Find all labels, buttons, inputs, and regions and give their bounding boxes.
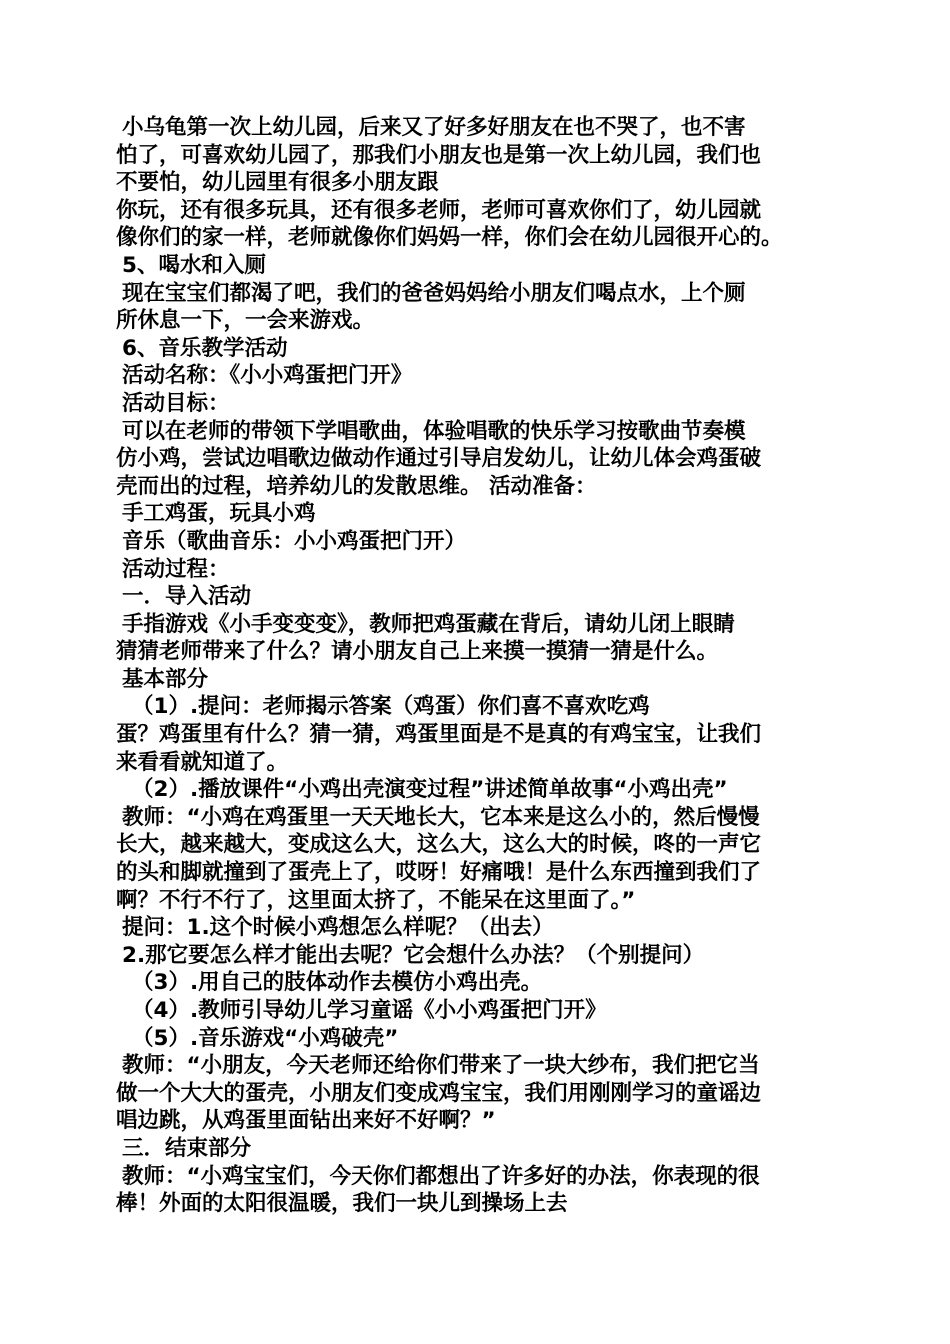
text-line: 做一个大大的蛋壳，小朋友们变成鸡宝宝，我们用刚刚学习的童谣边 bbox=[116, 1080, 762, 1106]
text-line: 来看看就知道了。 bbox=[116, 749, 289, 775]
text-line: （5）.音乐游戏“小鸡破壳” bbox=[132, 1025, 399, 1051]
text-line: 的头和脚就撞到了蛋壳上了，哎呀！好痛哦！是什么东西撞到我们了 bbox=[116, 860, 762, 886]
text-line: 现在宝宝们都渴了吧，我们的爸爸妈妈给小朋友们喝点水，上个厕 bbox=[122, 280, 746, 306]
text-line: 教师：“小鸡在鸡蛋里一天天地长大，它本来是这么小的，然后慢慢 bbox=[122, 804, 760, 830]
text-line: 所休息一下，一会来游戏。 bbox=[116, 308, 375, 334]
text-line: 仿小鸡，尝试边唱歌边做动作通过引导启发幼儿，让幼儿体会鸡蛋破 bbox=[116, 446, 762, 472]
text-line: 长大，越来越大，变成这么大，这么大，这么大的时候，咚的一声它 bbox=[116, 832, 762, 858]
text-line: 啊？不行不行了，这里面太挤了，不能呆在这里面了。” bbox=[116, 887, 636, 913]
text-line: 手工鸡蛋，玩具小鸡 bbox=[122, 501, 316, 527]
text-line: 一．导入活动 bbox=[122, 584, 252, 610]
text-line: 基本部分 bbox=[122, 666, 209, 692]
text-line: 提问：1.这个时候小鸡想怎么样呢？（出去） bbox=[122, 915, 554, 941]
text-line: 蛋？鸡蛋里有什么？猜一猜，鸡蛋里面是不是真的有鸡宝宝，让我们 bbox=[116, 722, 762, 748]
text-line: 不要怕，幼儿园里有很多小朋友跟 bbox=[116, 170, 439, 196]
text-line: 像你们的家一样，老师就像你们妈妈一样，你们会在幼儿园很开心的。 bbox=[116, 225, 783, 251]
text-line: 6、音乐教学活动 bbox=[122, 335, 288, 361]
text-line: 教师：“小鸡宝宝们，今天你们都想出了许多好的办法，你表现的很 bbox=[122, 1163, 760, 1189]
text-line: 教师：“小朋友，今天老师还给你们带来了一块大纱布，我们把它当 bbox=[122, 1053, 760, 1079]
text-line: （4）.教师引导幼儿学习童谣《小小鸡蛋把门开》 bbox=[132, 998, 607, 1023]
text-line: 活动目标： bbox=[122, 390, 230, 416]
text-line: （3）.用自己的肢体动作去模仿小鸡出壳。 bbox=[132, 970, 543, 996]
text-line: 5、喝水和入厕 bbox=[122, 252, 266, 278]
text-line: 三．结束部分 bbox=[122, 1135, 252, 1161]
text-line: （1）.提问：老师揭示答案（鸡蛋）你们喜不喜欢吃鸡 bbox=[132, 694, 650, 720]
text-line: 2.那它要怎么样才能出去呢？它会想什么办法？（个别提问） bbox=[122, 942, 705, 968]
text-line: 怕了，可喜欢幼儿园了，那我们小朋友也是第一次上幼儿园，我们也 bbox=[116, 142, 762, 168]
document-body bbox=[116, 114, 846, 1218]
text-line: 壳而出的过程，培养幼儿的发散思维。 活动准备： bbox=[116, 473, 597, 499]
text-line: （2）.播放课件“小鸡出壳演变过程”讲述简单故事“小鸡出壳” bbox=[132, 777, 728, 803]
text-line: 你玩，还有很多玩具，还有很多老师，老师可喜欢你们了，幼儿园就 bbox=[116, 197, 762, 223]
text-line: 唱边跳，从鸡蛋里面钻出来好不好啊？” bbox=[116, 1108, 496, 1134]
text-line: 小乌龟第一次上幼儿园，后来又了好多好朋友在也不哭了，也不害 bbox=[122, 115, 746, 140]
text-line: 猜猜老师带来了什么？请小朋友自己上来摸一摸猜一猜是什么。 bbox=[116, 639, 719, 665]
text-line: 可以在老师的带领下学唱歌曲，体验唱歌的快乐学习按歌曲节奏模 bbox=[122, 418, 746, 444]
text-line: 活动过程： bbox=[122, 556, 230, 582]
text-line: 音乐（歌曲音乐：小小鸡蛋把门开） bbox=[122, 528, 467, 554]
text-line: 手指游戏《小手变变变》，教师把鸡蛋藏在背后，请幼儿闭上眼睛 bbox=[122, 611, 735, 637]
text-line: 棒！外面的太阳很温暖，我们一块儿到操场上去 bbox=[116, 1191, 568, 1217]
text-line: 活动名称：《小小鸡蛋把门开》 bbox=[122, 363, 413, 389]
